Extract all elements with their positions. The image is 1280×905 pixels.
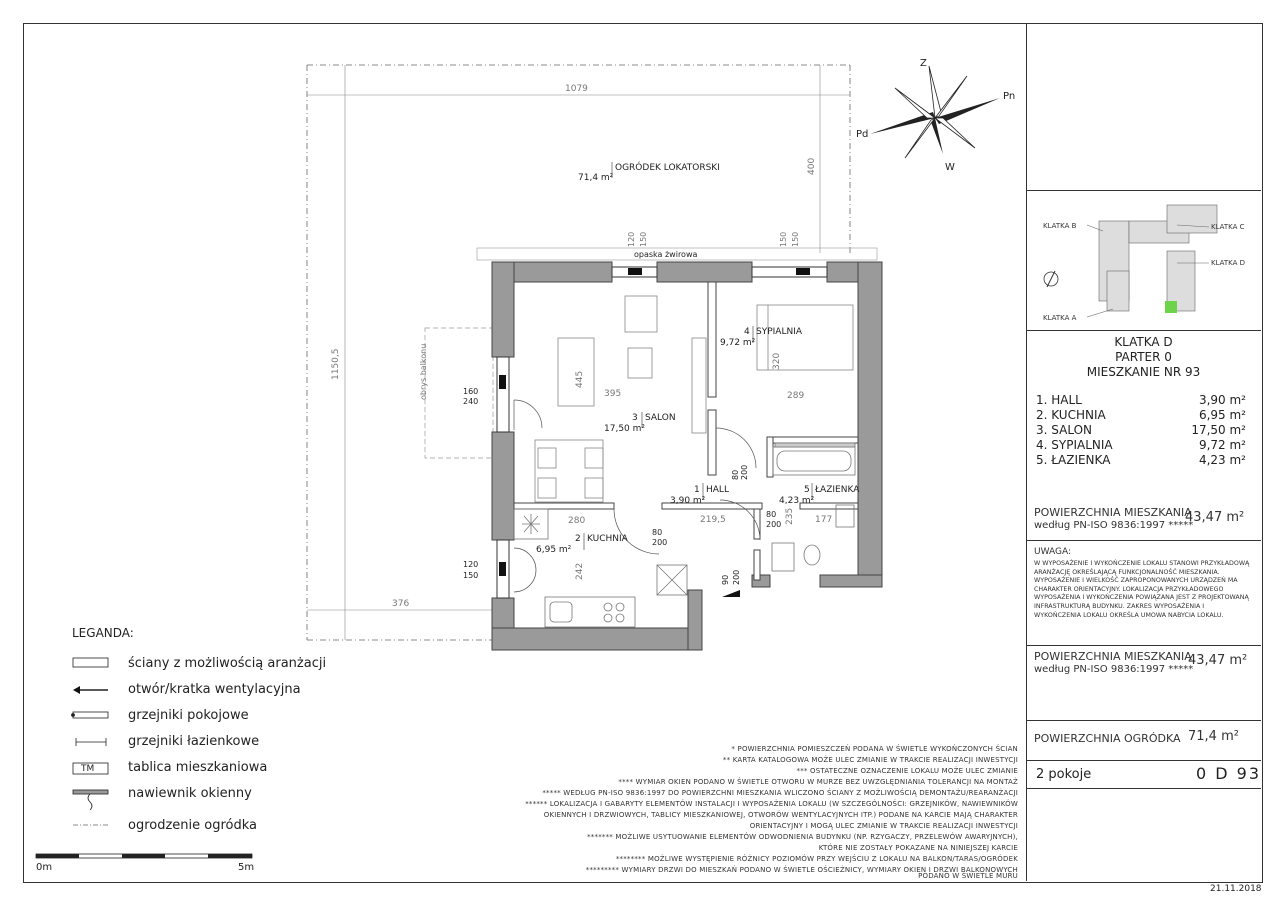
dim-320: 320	[772, 352, 782, 370]
scale-start: 0m	[36, 862, 53, 873]
note-3: *** OSTATECZNE OZNACZENIE LOKALU MOŻE ULEC ZMIANIE	[796, 767, 1018, 775]
note-4: **** WYMIAR OKIEN PODANO W ŚWIETLE OTWORU W MURZE BEZ UWZGLĘDNIANIA TOLERANCJI NA MONTAŻ	[618, 778, 1018, 786]
room-5-area: 4,23 m²	[779, 496, 815, 506]
compass-w: Pd	[856, 129, 869, 140]
room-2-num: 2	[575, 534, 581, 544]
dim-door2a: 80	[766, 510, 777, 519]
dim-445: 445	[575, 370, 585, 388]
uwaga-title: UWAGA:	[1034, 547, 1071, 557]
room-4-name: SYPIALNIA	[756, 327, 803, 337]
gravel-label: opaska żwirowa	[634, 250, 698, 259]
key-klatka-d: KLATKA D	[1211, 259, 1246, 267]
garden-area: 71,4 m²	[578, 173, 614, 183]
sidebar-area2-value: 43,47 m²	[1188, 653, 1248, 668]
legend-item-fence: ogrodzenie ogródka	[128, 818, 258, 833]
sidebar-area-value: 43,47 m²	[1185, 510, 1245, 525]
sidebar-garden-value: 71,4 m²	[1188, 729, 1239, 744]
sidebar-area2-label: POWIERZCHNIA MIESZKANIA	[1034, 650, 1192, 663]
sidebar-area-label: POWIERZCHNIA MIESZKANIA	[1034, 506, 1192, 519]
sidebar-mieszkanie: MIESZKANIE NR 93	[1086, 365, 1201, 379]
note-8: ORIENTACYJNY I MOGĄ ULEC ZMIANIE W TRAKCIE REALIZACJI INWESTYCJI	[749, 822, 1018, 830]
note-7: OKIENNYCH I DRZWIOWYCH, TABLICY MIESZKANIOWEJ, OTWORÓW WENTYLACYJNYCH ITP.) PODANE NA KARCIE MAJĄ CHARAKTER	[543, 811, 1018, 819]
room-5-num: 5	[804, 485, 810, 495]
dim-door1a: 80	[731, 469, 740, 480]
dim-door1b: 200	[740, 464, 749, 480]
compass-s: W	[945, 162, 955, 173]
date: 21.11.2018	[1210, 884, 1262, 894]
room-3-name: SALON	[645, 413, 676, 423]
room-3-area: 17,50 m²	[604, 424, 646, 434]
scale-end: 5m	[238, 862, 255, 873]
compass-n: Z	[920, 58, 927, 69]
dim-242: 242	[575, 562, 585, 580]
apartment-marker	[1165, 301, 1177, 313]
dim-win-top1b: 150	[639, 231, 648, 247]
dim-400: 400	[807, 157, 817, 175]
note-2: ** KARTA KATALOGOWA MOŻE ULEC ZMIANIE W TRAKCIE REALIZACJI INWESTYCJI	[722, 756, 1018, 764]
legend-item-bath-radiator: grzejniki łazienkowe	[128, 734, 260, 749]
sidebar-klatka: KLATKA D	[1114, 335, 1173, 349]
legend-title: LEGANDA:	[72, 626, 134, 640]
legend-item-panel: tablica mieszkaniowa	[128, 760, 268, 775]
note-12: ********* WYMIARY DRZWI DO MIESZKAŃ PODANO W ŚWIETLE OŚCIEŻNICY, WYMIARY OKIEN I DRZWI BALKONOWYCH	[585, 866, 1018, 874]
legend-symbols	[72, 658, 109, 825]
dim-garden-height: 1150,5	[331, 348, 341, 380]
uwaga-text: W WYPOSAŻENIE I WYKOŃCZENIE LOKALU STANOWI PRZYKŁADOWĄ ARANŻACJĘ OKREŚLAJĄCĄ FUNKCJONALNOŚĆ MIESZKANIA. WYPOSAŻENIE I WIELKOŚĆ ZAPROPONOWANYCH URZĄDZEŃ MA CHARAKTER ORIENTACYJNY. LOKALIZACJA PRZYKŁADOWEGO WYPOSAŻENIA I WYKOŃCZENIA POWIĄZANA JEST Z PROJEKTOWANĄ INFRASTRUKTURĄ BUDYNKU. ZAKRES WYPOSAŻENIA I WYKOŃCZENIA LOKALU OKREŚLA UMOWA NABYCIA LOKALU.	[1034, 560, 1250, 619]
dim-289: 289	[787, 391, 805, 401]
room-3-num: 3	[632, 413, 638, 423]
sidebar-room: 2. KUCHNIA 6,95 m²	[1036, 408, 1246, 422]
room-1-num: 1	[694, 485, 700, 495]
key-klatka-c: KLATKA C	[1211, 223, 1245, 231]
dim-2195: 219,5	[700, 515, 726, 525]
sidebar-room: 3. SALON 17,50 m²	[1036, 423, 1246, 437]
scale-bar	[36, 854, 252, 858]
sidebar-room: 5. ŁAZIENKA 4,23 m²	[1036, 453, 1246, 467]
balcony-outline	[425, 328, 493, 458]
dim-win-left2a: 120	[463, 560, 479, 569]
note-6: ****** LOKALIZACJA I GABARYTY ELEMENTÓW INSTALACJI I WYPOSAŻENIA LOKALU (W SZCZEGÓLNOŚCI: GRZEJNIKÓW, NAWIEWNIKÓW	[525, 800, 1018, 808]
dim-235: 235	[785, 507, 795, 525]
dim-280: 280	[568, 516, 586, 526]
legend-item-trickle-vent: nawiewnik okienny	[128, 786, 252, 801]
room-5-name: ŁAZIENKA	[815, 485, 860, 495]
dim-door3b: 200	[652, 538, 668, 547]
note-10: KTÓRE NIE ZOSTAŁY POKAZANE NA NINIEJSZEJ KARCIE	[818, 844, 1018, 852]
legend-item-vent: otwór/kratka wentylacyjna	[128, 682, 301, 697]
room-1-name: HALL	[706, 485, 729, 495]
dim-win-top2a: 150	[779, 231, 788, 247]
dim-win-left1a: 160	[463, 387, 479, 396]
dim-win-top2b: 150	[791, 231, 800, 247]
kitchen-fixtures	[514, 509, 687, 627]
entry-arrow	[722, 590, 740, 597]
room-2-name: KUCHNIA	[587, 534, 628, 544]
compass-rose	[870, 66, 1000, 158]
room-1-area: 3,90 m²	[670, 496, 706, 506]
note-1: * POWIERZCHNIA POMIESZCZEŃ PODANA W ŚWIETLE WYKOŃCZONYCH ŚCIAN	[731, 745, 1018, 753]
sidebar-garden-label: POWIERZCHNIA OGRÓDKA	[1034, 732, 1181, 745]
dim-door3a: 80	[652, 528, 663, 537]
room-4-num: 4	[744, 327, 750, 337]
sidebar-area2-sublabel: według PN-ISO 9836:1997 *****	[1034, 664, 1194, 675]
room-2-area: 6,95 m²	[536, 545, 572, 555]
room-4-area: 9,72 m²	[720, 338, 756, 348]
sidebar-code: 0 D 93	[1196, 764, 1262, 783]
dim-garden-width: 1079	[565, 84, 588, 94]
note-13: PODANO W ŚWIETLE MURU	[918, 872, 1018, 880]
note-11: ******** MOŻLIWE WYSTĘPIENIE RÓŻNICY POZIOMÓW PRZY WEJŚCIU Z LOKALU NA BALKON/TARAS/OGRÓDEK	[615, 855, 1018, 863]
dim-win-left1b: 240	[463, 397, 479, 406]
key-klatka-a: KLATKA A	[1043, 314, 1077, 322]
sidebar-area-sublabel: według PN-ISO 9836:1997 *****	[1034, 520, 1194, 531]
sidebar-pokoje: 2 pokoje	[1036, 767, 1092, 782]
dim-win-left2b: 150	[463, 571, 479, 580]
legend-item-walls: ściany z możliwością aranżacji	[128, 656, 327, 671]
garden-label: OGRÓDEK LOKATORSKI	[615, 163, 720, 173]
dim-395: 395	[604, 389, 622, 399]
dim-door4b: 200	[732, 569, 741, 585]
salon-furniture	[535, 296, 706, 502]
sidebar-room: 4. SYPIALNIA 9,72 m²	[1036, 438, 1246, 452]
compass-e: Pn	[1003, 91, 1016, 102]
note-5: ***** WEDŁUG PN-ISO 9836:1997 DO POWIERZCHNI MIESZKANIA WLICZONO ŚCIANY Z MOŻLIWOŚCIĄ DEMONTAŻU/REARANŻACJI	[542, 789, 1018, 797]
sidebar-border	[1026, 23, 1027, 881]
dim-376: 376	[392, 599, 410, 609]
interior-walls	[514, 282, 858, 580]
dim-177: 177	[815, 515, 833, 525]
note-9: ******* MOŻLIWE USYTUOWANIE ELEMENTÓW ODWODNIENIA BUDYNKU (NP. RZYGACZY, PRZELEWÓW AWARYJNYCH),	[587, 833, 1018, 841]
key-plan	[1027, 191, 1261, 329]
legend-item-radiator: grzejniki pokojowe	[128, 708, 249, 723]
key-klatka-b: KLATKA B	[1043, 222, 1077, 230]
sidebar-room: 1. HALL 3,90 m²	[1036, 393, 1246, 407]
dim-door4a: 90	[721, 574, 730, 585]
dim-win-top1a: 120	[627, 231, 636, 247]
dim-door2b: 200	[766, 520, 782, 529]
sidebar-parter: PARTER 0	[1115, 350, 1172, 364]
garden-fence	[307, 65, 850, 640]
balcony-label: obrys balkonu	[419, 343, 428, 400]
legend-tm: TM	[81, 764, 95, 774]
